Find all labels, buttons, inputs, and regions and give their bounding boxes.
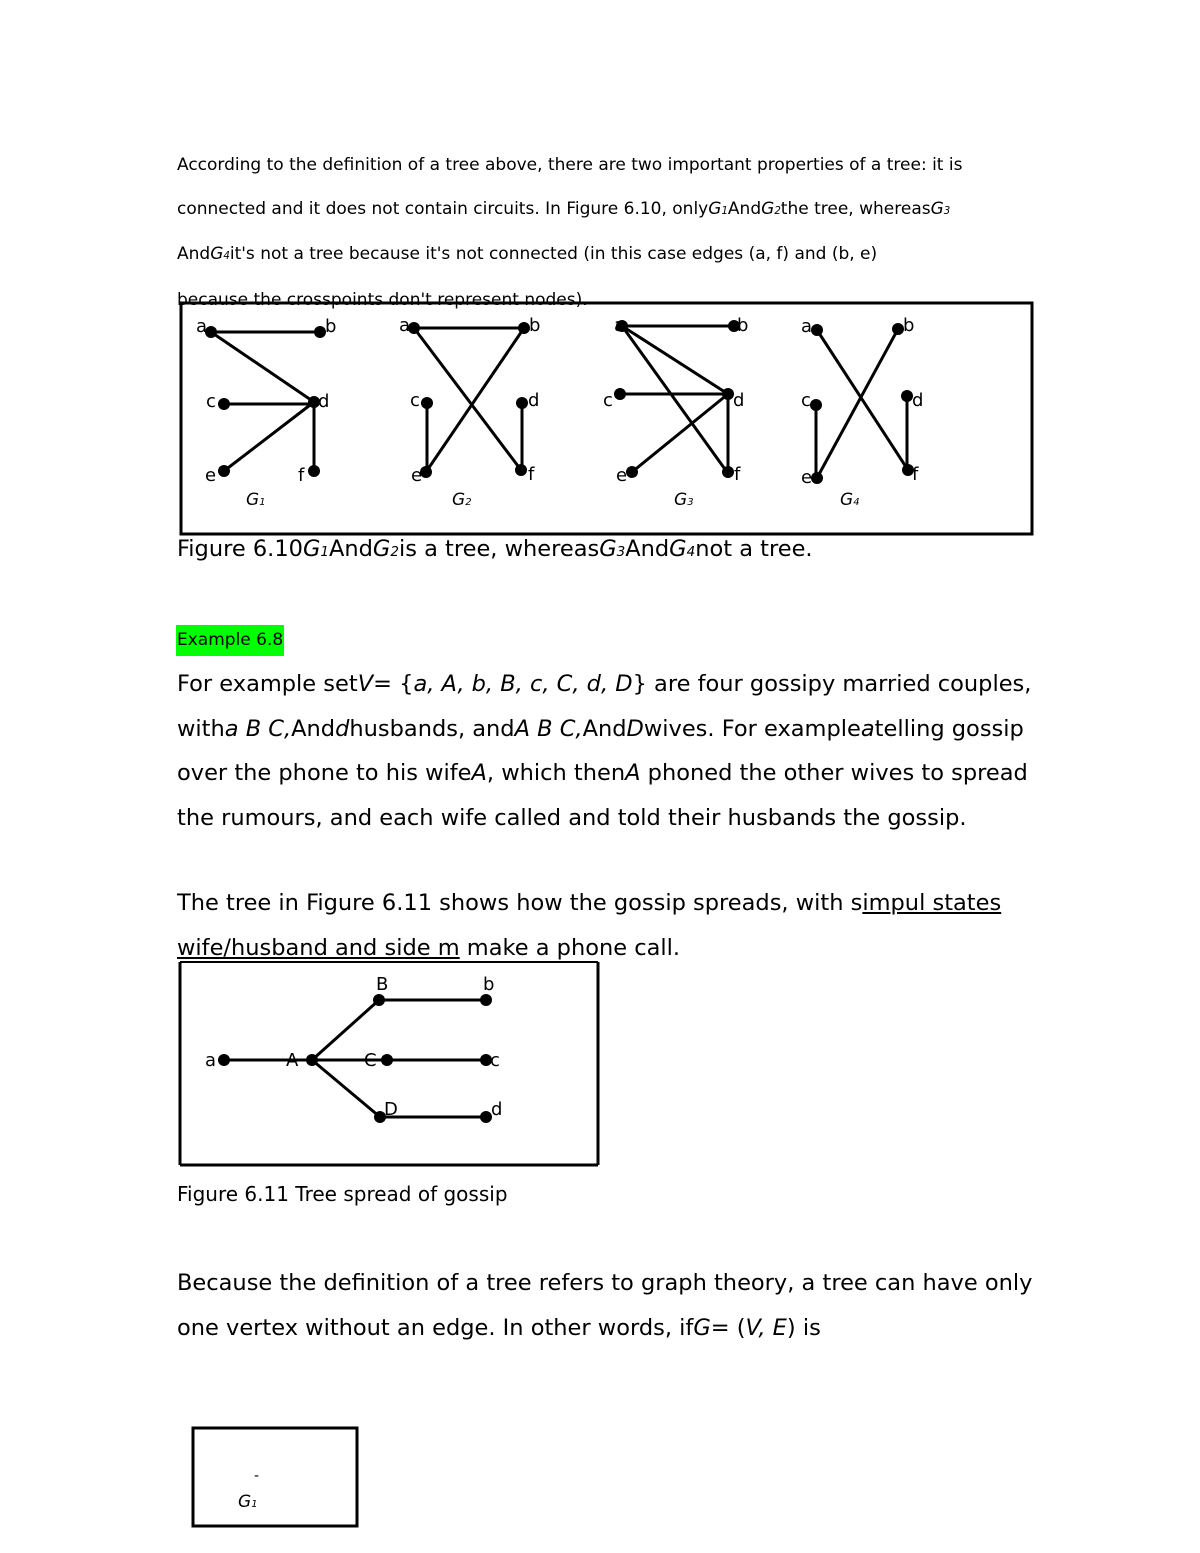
node-label: d [318, 391, 330, 412]
text-line: For example setV= {a, A, b, B, c, C, d, D} are four gossipy married couples, [177, 671, 1032, 697]
graph-label: G2 [452, 490, 472, 510]
node-label: b [325, 316, 337, 337]
text-span: And [177, 244, 211, 265]
node-label: D [384, 1099, 398, 1120]
figure-6-11-caption: Figure 6.11 Tree spread of gossip [177, 1182, 508, 1206]
graph-label: G1 [246, 490, 266, 510]
text-span: And [328, 536, 373, 562]
node-label: a [205, 1050, 217, 1071]
text-line: over the phone to his wifeA, which thenA phoned the other wives to spread [177, 760, 1028, 786]
node-label: e [801, 467, 813, 488]
node-label: b [737, 315, 749, 336]
node-label: c [603, 390, 613, 411]
example-badge: Example 6.8 [176, 625, 284, 656]
text-line: Because the definition of a tree refers to graph theory, a tree can have only [177, 1270, 1033, 1296]
text-span: is a tree, whereas [398, 536, 600, 562]
graph-label: G4 [840, 490, 860, 510]
text-line: wife/husband and side m make a phone call. [177, 934, 681, 961]
subscript: 4 [686, 544, 696, 560]
subscript: 3 [616, 544, 626, 560]
text-span: Figure 6.10 [177, 536, 303, 562]
node-label: d [912, 390, 924, 411]
subscript: 4 [223, 251, 230, 263]
node-label: d [491, 1099, 503, 1120]
graph-symbol: G [599, 536, 617, 562]
node-label: a [196, 316, 208, 337]
graph-symbol: G [372, 536, 391, 562]
node-label: c [490, 1050, 500, 1071]
graph-label: G1 [238, 1492, 258, 1512]
text-line: because the crosspoints don't represent nodes). [177, 290, 588, 311]
node-label: c [801, 390, 811, 411]
text-line: witha B C,Anddhusbands, andA B C,AndDwives. For exampleatelling gossip [177, 715, 1024, 742]
node-label: c [206, 391, 216, 412]
subscript: 2 [390, 544, 399, 560]
node-label: f [528, 464, 535, 485]
graph-symbol: G [302, 536, 321, 562]
text-span: And [625, 536, 670, 562]
text-span: it's not a tree because it's not connected (in this case edges (a, f) and (b, e) [229, 244, 878, 265]
subscript: 1 [320, 544, 329, 560]
node-label: B [376, 974, 389, 995]
text-line: the rumours, and each wife called and told their husbands the gossip. [177, 804, 967, 831]
node-label: a [614, 315, 626, 336]
text-span: connected and it does not contain circuits. In Figure 6.10, only [177, 198, 709, 219]
node-label: a [399, 315, 411, 336]
text-span: not a tree. [695, 536, 813, 562]
subscript: 2 [774, 205, 781, 217]
graph-symbol: G [210, 244, 224, 265]
node-label: e [411, 465, 423, 486]
graph-label: G3 [674, 490, 694, 510]
graph-symbol: G [930, 198, 944, 219]
node-label: a [801, 316, 813, 337]
text-line: According to the definition of a tree above, there are two important properties of a tree: it is [177, 155, 963, 175]
node-label: f [734, 464, 741, 485]
graph-symbol: G [708, 198, 722, 219]
subscript: 1 [721, 205, 728, 217]
node-label: f [912, 464, 919, 485]
text-span: the tree, whereas [780, 198, 931, 219]
node-label: f [298, 465, 305, 486]
node-label: d [528, 390, 540, 411]
node-label: b [903, 315, 915, 336]
node-label: b [483, 974, 495, 995]
subscript: 3 [943, 205, 951, 217]
node-label: e [616, 465, 628, 486]
node-label: C [364, 1050, 377, 1071]
graph-symbol: G [669, 536, 687, 562]
node-label: A [286, 1050, 299, 1071]
text-line: The tree in Figure 6.11 shows how the gossip spreads, with simpul states [177, 890, 1002, 916]
vertex-dot: - [254, 1468, 260, 1484]
node-label: d [733, 390, 745, 411]
text-span: And [727, 198, 762, 219]
node-label: e [205, 465, 217, 486]
text-line: one vertex without an edge. In other words, ifG= (V, E) is [177, 1314, 821, 1341]
node-label: b [529, 315, 541, 336]
node-label: c [410, 390, 420, 411]
graph-symbol: G [761, 198, 775, 219]
